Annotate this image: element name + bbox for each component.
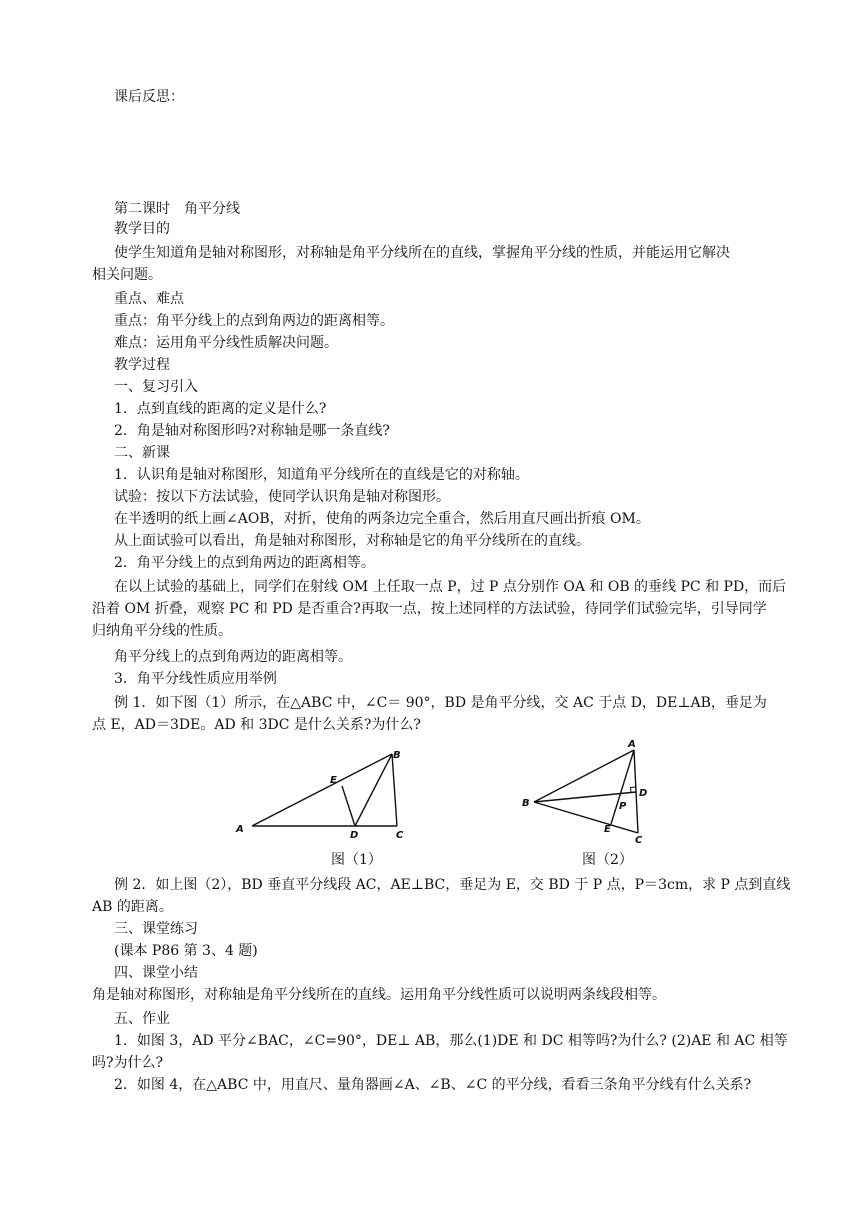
process-heading: 教学过程 xyxy=(114,357,170,373)
key-heading: 重点、难点 xyxy=(114,291,184,307)
figure-2 xyxy=(518,738,658,846)
section-1-question-1: 1．点到直线的距离的定义是什么? xyxy=(114,401,327,417)
section-2-para-2: 试验：按以下方法试验，使同学认识角是轴对称图形。 xyxy=(114,489,450,505)
section-4-heading: 四、课堂小结 xyxy=(114,965,198,981)
section-2-para-5: 2．角平分线上的点到角两边的距离相等。 xyxy=(114,555,375,571)
objective-text-line2: 相关问题。 xyxy=(92,267,162,283)
fig2-segment-ae xyxy=(611,750,634,824)
example-1-line2: 点 E，AD＝3DE。AD 和 3DC 是什么关系?为什么? xyxy=(92,717,421,733)
fig1-segment-bc xyxy=(392,754,397,826)
figure-2-diagram xyxy=(518,738,658,846)
fig2-label-c: C xyxy=(635,835,643,846)
section-1-heading: 一、复习引入 xyxy=(114,379,198,395)
section-5-heading: 五、作业 xyxy=(114,1011,170,1027)
section-3-heading: 三、课堂练习 xyxy=(114,921,198,937)
lesson-title: 第二课时 角平分线 xyxy=(114,201,240,217)
fig1-label-c: C xyxy=(396,830,404,840)
fig1-label-e: E xyxy=(330,775,337,786)
section-2-para-4: 从上面试验可以看出，角是轴对称图形，对称轴是它的角平分线所在的直线。 xyxy=(114,533,590,549)
homework-1-line2: 吗?为什么? xyxy=(92,1055,164,1071)
homework-2: 2．如图 4，在△ABC 中，用直尺、量角器画∠A、∠B、∠C 的平分线，看看三条角平分线有什么关系? xyxy=(114,1077,752,1093)
fig2-label-a: A xyxy=(628,739,636,750)
section-2-para-1: 1．认识角是轴对称图形，知道角平分线所在的直线是它的对称轴。 xyxy=(114,467,529,483)
section-1-question-2: 2．角是轴对称图形吗?对称轴是哪一条直线? xyxy=(114,423,390,439)
example-1-line1: 例 1．如下图（1）所示，在△ABC 中，∠C＝ 90°，BD 是角平分线，交 AC 于点 D，DE⊥AB，垂足为 xyxy=(114,695,767,711)
homework-1-line1: 1．如图 3，AD 平分∠BAC，∠C=90°，DE⊥ AB，那么(1)DE 和 DC 相等吗?为什么? (2)AE 和 AC 相等 xyxy=(114,1033,788,1049)
key-point: 重点：角平分线上的点到角两边的距离相等。 xyxy=(114,313,394,329)
fig1-segment-bd xyxy=(355,754,392,826)
fig2-label-b: B xyxy=(522,798,530,809)
fig2-label-e: E xyxy=(604,824,611,835)
reflection-label: 课后反思： xyxy=(114,89,184,105)
fig1-segment-de xyxy=(342,786,355,826)
section-2-para-3: 在半透明的纸上画∠AOB，对折，使角的两条边完全重合，然后用直尺画出折痕 OM。 xyxy=(114,511,650,527)
difficulty: 难点：运用角平分线性质解决问题。 xyxy=(114,335,338,351)
fig1-label-a: A xyxy=(236,824,244,835)
section-2-para-7: 角平分线上的点到角两边的距离相等。 xyxy=(114,649,352,665)
fig2-label-d: D xyxy=(639,788,648,799)
fig1-label-d: D xyxy=(350,830,359,840)
example-2-line2: AB 的距离。 xyxy=(92,899,173,915)
figure-1 xyxy=(230,748,415,840)
section-2-para-8: 3．角平分线性质应用举例 xyxy=(114,671,277,687)
fig1-label-b: B xyxy=(393,750,401,761)
section-2-para-6-line3: 归纳角平分线的性质。 xyxy=(92,623,232,639)
section-4-text: 角是轴对称图形，对称轴是角平分线所在的直线。运用角平分线性质可以说明两条线段相等。 xyxy=(92,987,666,1003)
objective-heading: 教学目的 xyxy=(114,221,170,237)
objective-text-line1: 使学生知道角是轴对称图形，对称轴是角平分线所在的直线，掌握角平分线的性质，并能运用它解决 xyxy=(114,245,730,261)
fig2-label-p: P xyxy=(619,801,627,812)
section-2-heading: 二、新课 xyxy=(114,445,170,461)
section-2-para-6-line2: 沿着 OM 折叠，观察 PC 和 PD 是否重合?再取一点，按上述同样的方法试验，待同学们试验完毕，引导同学 xyxy=(92,601,767,617)
section-3-text: (课本 P86 第 3、4 题) xyxy=(114,943,258,959)
figure-2-caption: 图（2） xyxy=(582,852,633,868)
example-2-line1: 例 2．如上图（2），BD 垂直平分线段 AC，AE⊥BC，垂足为 E，交 BD 于 P 点，P＝3cm，求 P 点到直线 xyxy=(114,877,791,893)
fig1-segment-ab xyxy=(252,754,392,826)
section-2-para-6-line1: 在以上试验的基础上，同学们在射线 OM 上任取一点 P，过 P 点分别作 OA 和 OB 的垂线 PC 和 PD，而后 xyxy=(114,579,787,595)
figure-1-caption: 图（1） xyxy=(331,852,382,868)
figure-1-diagram xyxy=(230,748,415,840)
